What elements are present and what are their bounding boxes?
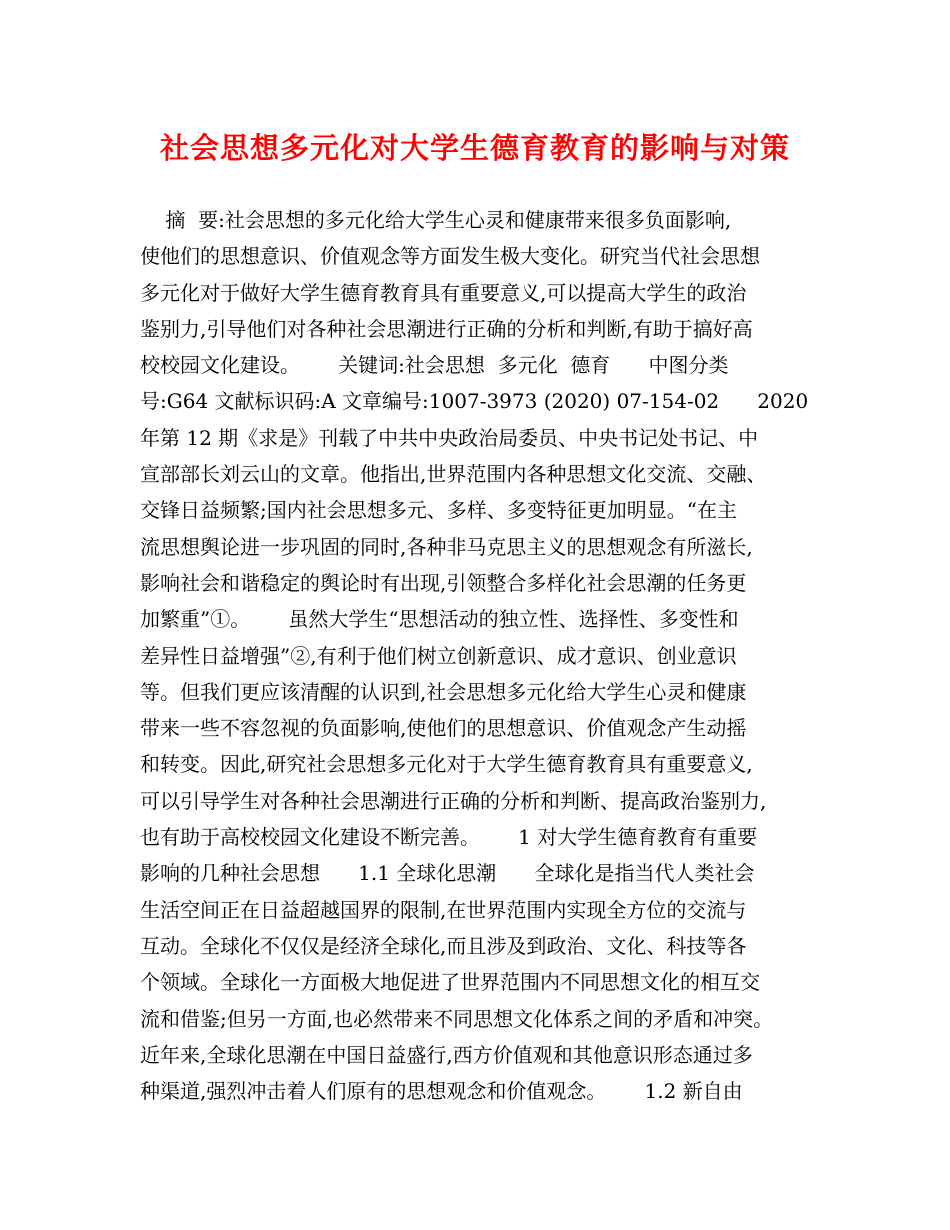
- document-body: [140, 202, 820, 1109]
- body-line: 影响的几种社会思想 1.1 全球化思潮 全球化是指当代人类社会: [140, 861, 755, 886]
- document-title: 社会思想多元化对大学生德育教育的影响与对策: [159, 131, 790, 165]
- body-line: 交锋日益频繁;国内社会思想多元、多样、多变特征更加明显。“在主: [140, 498, 737, 523]
- body-line: 号:G64 文献标识码:A 文章编号:1007-3973 (2020) 07-154-02 2020: [140, 389, 809, 414]
- body-line: 等。但我们更应该清醒的认识到,社会思想多元化给大学生心灵和健康: [140, 679, 747, 704]
- body-line: 生活空间正在日益超越国界的限制,在世界范围内实现全方位的交流与: [140, 897, 747, 922]
- body-line: 影响社会和谐稳定的舆论时有出现,引领整合多样化社会思潮的任务更: [140, 570, 747, 595]
- body-line: 可以引导学生对各种社会思潮进行正确的分析和判断、提高政治鉴别力,: [140, 788, 767, 813]
- body-line: 年第 12 期《求是》刊载了中共中央政治局委员、中央书记处书记、中: [140, 425, 759, 450]
- body-line: 多元化对于做好大学生德育教育具有重要意义,可以提高大学生的政治: [140, 280, 747, 305]
- body-line: 宣部部长刘云山的文章。他指出,世界范围内各种思想文化交流、交融、: [140, 462, 767, 487]
- body-line: 流和借鉴;但另一方面,也必然带来不同思想文化体系之间的矛盾和冲突。: [140, 1006, 774, 1031]
- body-line: 摘 要:社会思想的多元化给大学生心灵和健康带来很多负面影响,: [140, 208, 732, 232]
- body-line: 也有助于高校校园文化建设不断完善。 1 对大学生德育教育有重要: [140, 825, 758, 850]
- body-line: 使他们的思想意识、价值观念等方面发生极大变化。研究当代社会思想: [140, 244, 760, 269]
- body-line: 鉴别力,引导他们对各种社会思潮进行正确的分析和判断,有助于搞好高: [140, 316, 753, 341]
- body-line: 流思想舆论进一步巩固的同时,各种非马克思主义的思想观念有所滋长,: [140, 534, 753, 559]
- body-line: 校校园文化建设。 关键词:社会思想 多元化 德育 中图分类: [140, 353, 729, 378]
- body-line: 个领域。全球化一方面极大地促进了世界范围内不同思想文化的相互交: [140, 970, 760, 995]
- body-line: 加繁重”①。 虽然大学生“思想活动的独立性、选择性、多变性和: [140, 607, 739, 632]
- body-line: 和转变。因此,研究社会思想多元化对于大学生德育教育具有重要意义,: [140, 752, 753, 777]
- body-line: 带来一些不容忽视的负面影响,使他们的思想意识、价值观念产生动摇: [140, 716, 747, 741]
- body-line: 近年来,全球化思潮在中国日益盛行,西方价值观和其他意识形态通过多: [140, 1042, 753, 1067]
- body-line: 差异性日益增强”②,有利于他们树立创新意识、成才意识、创业意识: [140, 643, 737, 668]
- body-line: 种渠道,强烈冲击着人们原有的思想观念和价值观念。 1.2 新自由: [140, 1079, 743, 1104]
- body-line: 互动。全球化不仅仅是经济全球化,而且涉及到政治、文化、科技等各: [140, 933, 747, 958]
